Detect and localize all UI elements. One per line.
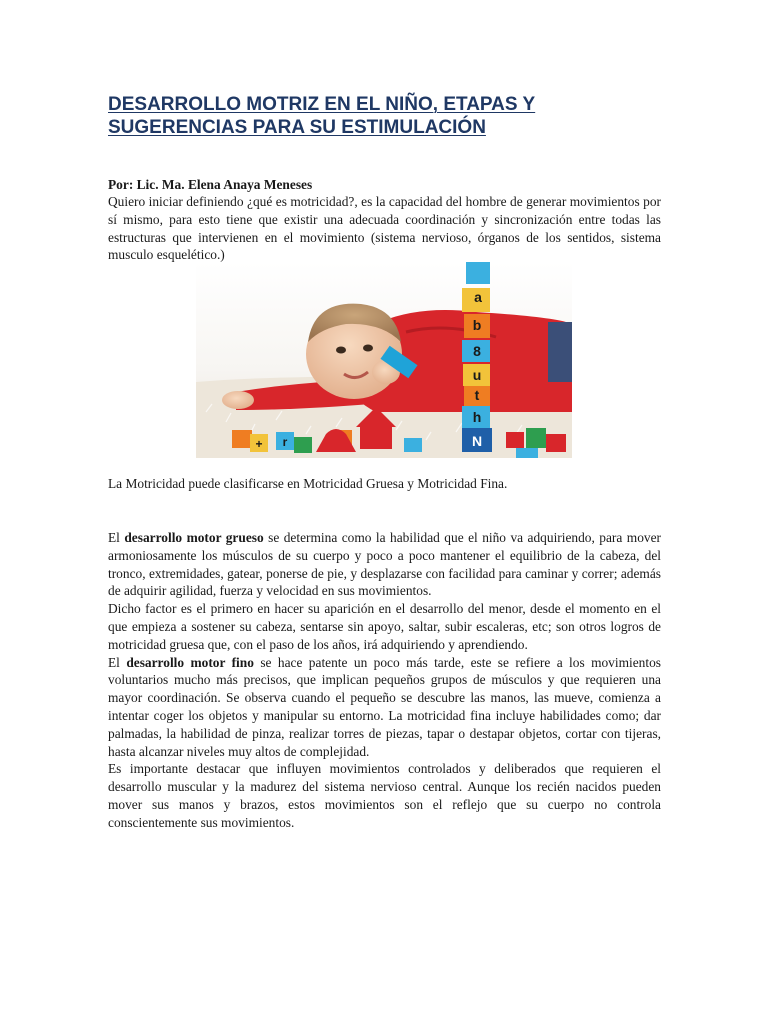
block-letter-b: b — [472, 317, 482, 333]
block-letter-8: 8 — [473, 343, 481, 359]
block-letter-r: r — [282, 435, 288, 449]
author-line: Por: Lic. Ma. Elena Anaya Meneses — [108, 177, 313, 192]
block-letter-h: h — [472, 409, 482, 425]
title-line-1: DESARROLLO MOTRIZ EN EL NIÑO, ETAPAS Y — [108, 94, 536, 115]
fine-motor-text: se hace patente un poco más tarde, este se refiere a los movimientos voluntarios mucho más precisos, que implican pequeños grupos de músculos y que requieren una mayor coordinación. Se observa cuando el pequeño se descubre las manos, las mueve, comienza a intentar coger los objetos y manipular su entorno. La motricidad fina incluye habilidades como; dar palmadas, la habilidad de pinza, realizar torres de piezas, tapar o destapar objetos, cortar con tijeras, hasta alcanzar niveles muy altos de complejidad. — [108, 654, 661, 759]
block-letter-a: a — [474, 289, 482, 305]
block-letter-u: u — [472, 367, 482, 383]
title-line-2: SUGERENCIAS PARA SU ESTIMULACIÓN — [108, 117, 486, 138]
importance-paragraph: Es importante destacar que influyen movimientos controlados y deliberados que requieren el desarrollo muscular y la madurez del sistema nervioso central. Aunque los recién nacidos pueden mover sus manos y brazos, estos movimientos son el reflejo que su cuerpo no controla conscientemente sus movimientos. — [108, 761, 661, 830]
gross-motor-paragraph — [108, 529, 661, 600]
gross-prefix: El — [108, 530, 125, 545]
fine-motor-term: desarrollo motor fino — [126, 654, 254, 670]
block-letter-n: N — [471, 433, 483, 449]
factor-paragraph: Dicho factor es el primero en hacer su aparición en el desarrollo del menor, desde el momento en el que empieza a sostener su cabeza, sentarse sin apoyo, saltar, subir escaleras, etc; son otros logros de motricidad gruesa que, con el paso de los años, irá adquiriendo y aprendiendo. — [108, 601, 661, 652]
child-left-hand — [222, 391, 254, 409]
page-title — [108, 93, 668, 139]
intro-paragraph: Quiero iniciar definiendo ¿qué es motricidad?, es la capacidad del hombre de generar movimientos por sí mismo, para esto tiene que existir una adecuada coordinación y sincronización entre todas las estructuras que intervienen en el movimiento (sistema nervioso, órganos de los sentidos, sistema musculo esquelético.) — [108, 194, 661, 263]
development-section — [108, 529, 661, 832]
classification-paragraph: La Motricidad puede clasificarse en Motricidad Gruesa y Motricidad Fina. — [108, 476, 508, 491]
gross-motor-text: se determina como la habilidad que el niño va adquiriendo, para mover armoniosamente los músculos de su cuerpo y poco a poco mantener el equilibrio de la cabeza, del tronco, extremidades, gatear, ponerse de pie, y desplazarse con facilidad para caminar y correr; además de adquirir agilidad, fuerza y velocidad en sus movimientos. — [108, 530, 661, 599]
fine-motor-paragraph — [108, 654, 661, 761]
jeans — [548, 322, 572, 382]
block-plus: + — [255, 437, 263, 451]
fine-prefix: El — [108, 654, 127, 670]
gross-motor-term: desarrollo motor grueso — [124, 530, 264, 545]
block-letter-t: t — [474, 387, 480, 403]
child-blocks-photo — [196, 262, 572, 458]
